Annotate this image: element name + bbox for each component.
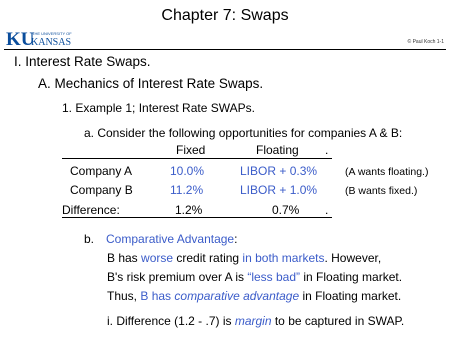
logo-small-text: THE UNIVERSITY OF [32, 31, 72, 36]
highlight-less-bad: “less bad” [247, 270, 301, 284]
outline-level1: I. Interest Rate Swaps. [14, 54, 151, 69]
ku-logo-graphic [6, 27, 72, 50]
logo-big-text: KANSAS [31, 37, 72, 48]
highlight-both-markets: in both markets [242, 251, 325, 265]
text-run: B's risk premium over A is [107, 270, 248, 284]
text-run: in Floating market. [299, 289, 402, 303]
row-label: Company B [70, 183, 133, 197]
highlight-comparative-advantage: comparative advantage [174, 289, 300, 303]
copyright: © Paul Koch 1-1 [407, 39, 444, 45]
table-footer-underline [62, 217, 332, 218]
table-header-underline [62, 158, 332, 159]
row-fixed: 11.2% [170, 183, 204, 197]
row-note: (B wants fixed.) [345, 185, 418, 197]
row-note: (A wants floating.) [345, 166, 429, 178]
slide-title: Chapter 7: Swaps [161, 7, 289, 24]
highlight-worse: worse [141, 251, 174, 265]
text-run: to be captured in SWAP. [271, 314, 405, 328]
row-fixed: 1.2% [175, 203, 203, 217]
text-run: in Floating market. [300, 270, 403, 284]
highlight-b-has: B has [140, 289, 175, 303]
heading-colon: : [234, 232, 238, 246]
highlight-margin: margin [234, 314, 272, 328]
table-header-fixed: Fixed [176, 143, 206, 157]
item-b-line3 [107, 289, 401, 303]
item-b-heading-line [84, 232, 237, 246]
text-run: i. Difference (1.2 - .7) is [107, 314, 235, 328]
outline-level2: A. Mechanics of Interest Rate Swaps. [38, 76, 264, 91]
row-floating: 0.7% [272, 203, 300, 217]
comparative-advantage-heading: Comparative Advantage [106, 232, 235, 246]
item-a: a. Consider the following opportunities for companies A & B: [84, 126, 403, 140]
ku-logo [6, 27, 72, 50]
text-run: credit rating [173, 251, 243, 265]
row-fixed: 10.0% [170, 164, 205, 178]
row-label: Difference: [62, 203, 120, 217]
table-header-floating: Floating [256, 143, 299, 157]
item-b-line2 [107, 270, 402, 284]
text-run: B has [107, 251, 142, 265]
item-b-marker: b. [84, 232, 95, 246]
item-i [107, 314, 404, 328]
text-run: . However, [324, 251, 382, 265]
table-header-end: . [325, 143, 329, 157]
row-label: Company A [70, 164, 133, 178]
row-floating: LIBOR + 1.0% [240, 183, 318, 197]
text-run: Thus, [107, 289, 141, 303]
row-floating: LIBOR + 0.3% [240, 164, 318, 178]
outline-level3: 1. Example 1; Interest Rate SWAPs. [62, 101, 255, 115]
item-b-line1 [107, 251, 381, 265]
header-divider [4, 49, 446, 50]
row-end: . [325, 203, 329, 217]
logo-ku-text: KU [6, 29, 35, 50]
